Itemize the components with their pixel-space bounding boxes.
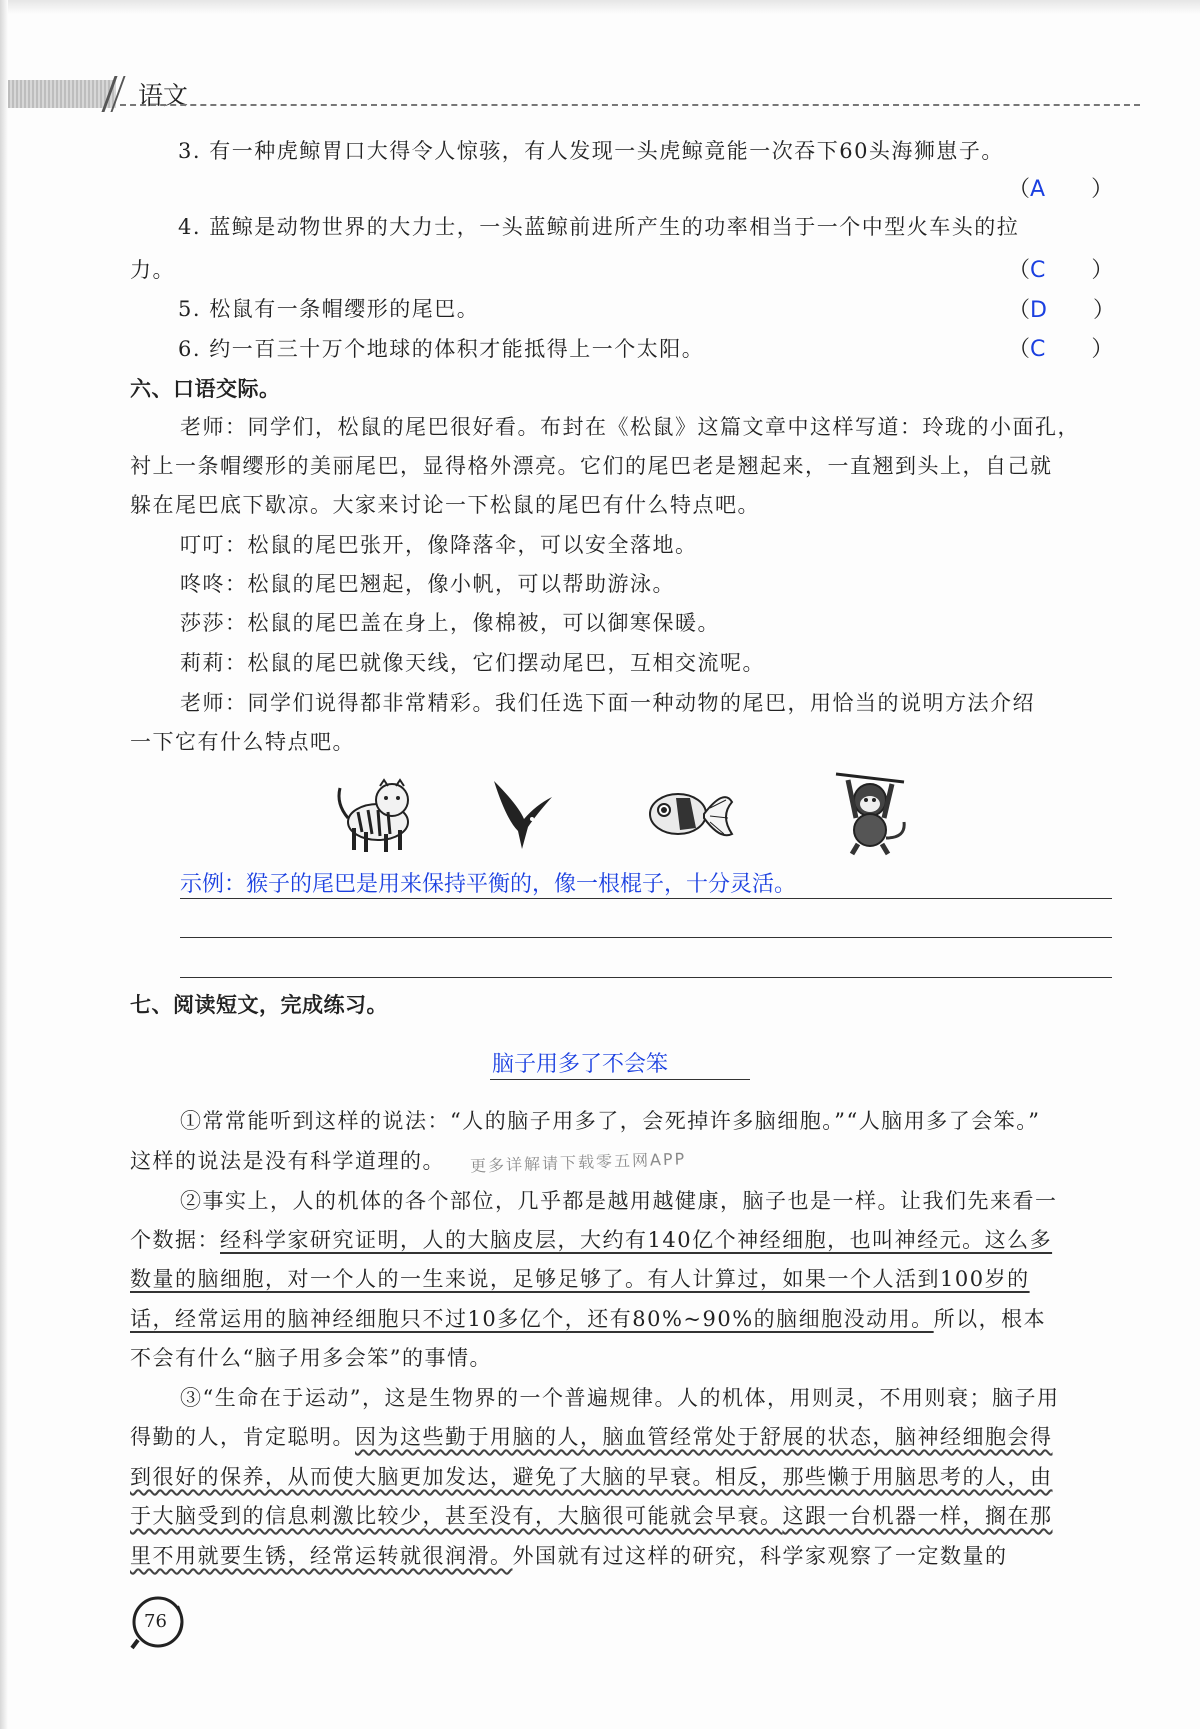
header-decoration [8,80,116,108]
page-number: 76 [144,1611,167,1632]
paragraph-3-line: 于大脑受到的信息刺激比较少，甚至没有，大脑很可能就会早衰。这跟一台机器一样，搁在那 [130,1504,1053,1528]
answer-line [180,937,1112,938]
goldfish-icon [640,778,735,848]
page-left-shadow [0,0,8,1729]
answer-3: A [1030,177,1046,202]
paragraph-2-line: 不会有什么“脑子用多会笨”的事情。 [130,1346,492,1370]
dialogue-line: 叮叮：松鼠的尾巴张开，像降落伞，可以安全落地。 [180,533,698,557]
answer-line [180,977,1112,978]
dialogue-line: 莎莎：松鼠的尾巴盖在身上，像棉被，可以御寒保暖。 [180,611,720,635]
paragraph-1-line: 这样的说法是没有科学道理的。 [130,1149,445,1173]
answer-4: C [1030,258,1046,283]
question-4-line1: 4. 蓝鲸是动物世界的大力士，一头蓝鲸前进所产生的功率相当于一个中型火车头的拉 [178,215,1020,239]
passage-title-underline [490,1079,750,1080]
passage-title: 脑子用多了不会笨 [492,1052,669,1077]
watermark: 更多详解请下载零五网APP [469,1149,687,1176]
paragraph-2-line: 数量的脑细胞，对一个人的一生来说，足够足够了。有人计算过，如果一个人活到100岁的 [130,1267,1030,1291]
paragraph-2-line: ②事实上，人的机体的各个部位，几乎都是越用越健康，脑子也是一样。让我们先来看一 [180,1189,1058,1213]
question-6: 6. 约一百三十万个地球的体积才能抵得上一个太阳。 [178,337,705,361]
answer-bracket-3: （A ） [1008,177,1114,202]
answer-line [180,898,1112,899]
dialogue-line: 莉莉：松鼠的尾巴就像天线，它们摆动尾巴，互相交流呢。 [180,651,765,675]
question-5: 5. 松鼠有一条帽缨形的尾巴。 [178,297,480,321]
dialogue-line: 老师：同学们说得都非常精彩。我们任选下面一种动物的尾巴，用恰当的说明方法介绍 [180,691,1035,715]
dialogue-line: 衬上一条帽缨形的美丽尾巴，显得格外漂亮。它们的尾巴老是翘起来，一直翘到头上，自己就 [130,454,1053,478]
paragraph-3-line: ③“生命在于运动”，这是生物界的一个普遍规律。人的机体，用则灵，不用则衰；脑子用 [180,1386,1060,1410]
dialogue-line: 咚咚：松鼠的尾巴翘起，像小帆，可以帮助游泳。 [180,572,675,596]
subject-title: 语文 [138,81,189,110]
answer-bracket-6: （C ） [1008,337,1114,362]
answer-5: D [1030,298,1047,323]
section-6-title: 六、口语交际。 [130,377,281,401]
paragraph-3-line: 里不用就要生锈，经常运转就很润滑。外国就有过这样的研究，科学家观察了一定数量的 [130,1544,1008,1568]
paragraph-3-line: 到很好的保养，从而使大脑更加发达，避免了大脑的早衰。相反，那些懒于用脑思考的人，由 [130,1465,1053,1489]
dialogue-line: 老师：同学们，松鼠的尾巴很好看。布封在《松鼠》这篇文章中这样写道：玲珑的小面孔， [180,415,1080,439]
answer-bracket-5: （D ） [1008,298,1115,323]
page-top-shadow [0,0,1200,14]
paragraph-2-line: 个数据：经科学家研究证明，人的大脑皮层，大约有140亿个神经细胞，也叫神经元。这么多 [130,1228,1053,1252]
header-rule [120,104,1140,106]
monkey-icon [830,768,910,858]
question-3: 3. 有一种虎鲸胃口大得令人惊骇，有人发现一头虎鲸竟能一次吞下60头海狮崽子。 [178,139,1004,163]
answer-6: C [1030,337,1046,362]
tiger-icon [330,770,420,855]
paragraph-3-line: 得勤的人，肯定聪明。因为这些勤于用脑的人，脑血管经常处于舒展的状态，脑神经细胞会得 [130,1425,1053,1449]
paragraph-2-line: 话，经常运用的脑神经细胞只不过10多亿个，还有80%~90%的脑细胞没动用。所以，根本 [130,1307,1047,1331]
dialogue-line: 一下它有什么特点吧。 [130,730,355,754]
paragraph-1-line: ①常常能听到这样的说法：“人的脑子用多了，会死掉许多脑细胞。”“人脑用多了会笨。” [180,1109,1041,1133]
question-4-line2: 力。 [130,258,175,282]
answer-bracket-4: （C ） [1008,258,1114,283]
example-answer: 示例：猴子的尾巴是用来保持平衡的，像一根棍子，十分灵活。 [180,872,797,897]
dialogue-line: 躲在尾巴底下歇凉。大家来讨论一下松鼠的尾巴有什么特点吧。 [130,493,760,517]
swallow-icon [488,775,558,855]
section-7-title: 七、阅读短文，完成练习。 [130,993,388,1017]
